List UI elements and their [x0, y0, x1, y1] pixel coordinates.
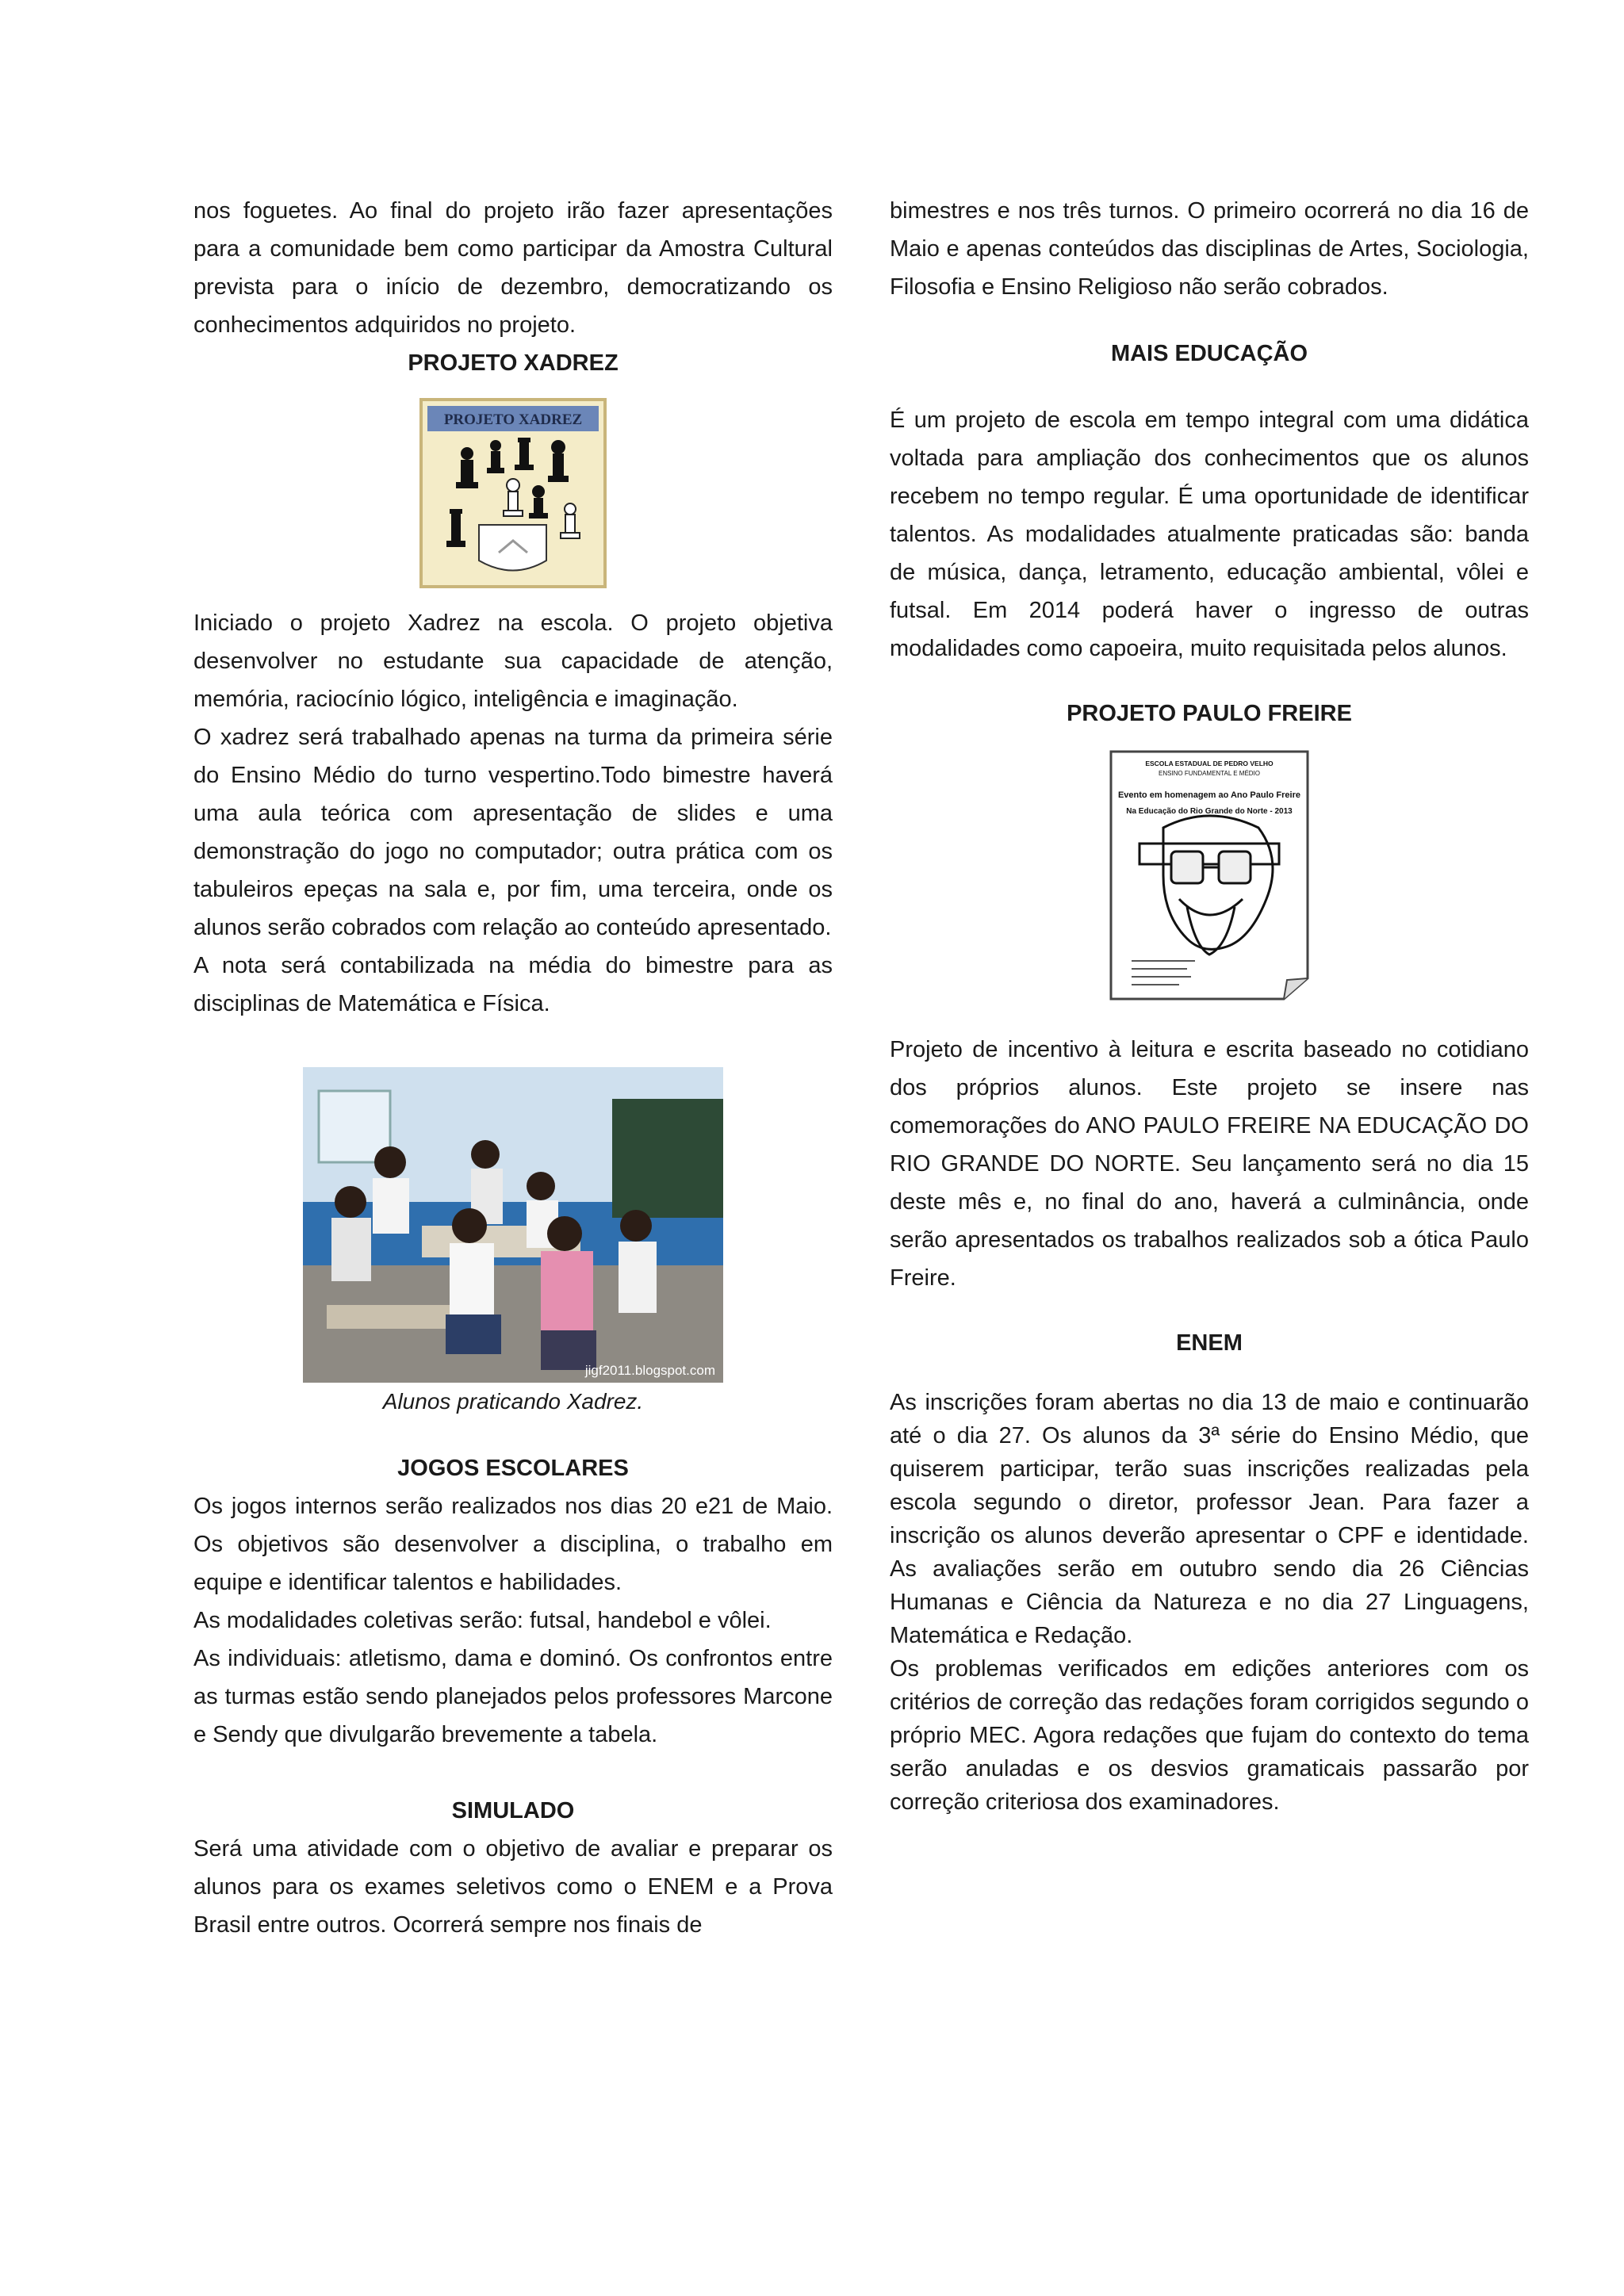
- paulo-freire-paragraph: Projeto de incentivo à leitura e escrita baseado no cotidiano dos próprios alunos. Este projeto se insere nas comemorações do ANO PAULO FREIRE NA EDUCAÇÃO DO RIO GRANDE DO NORTE. Seu lançamento será no dia 15 deste mês e, no final do ano, haverá a culminância, onde serão apresentados os trabalhos realizados sob a ótica Paulo Freire.: [890, 1037, 1529, 1291]
- poster-event-line: Evento em homenagem ao Ano Paulo Freire: [1117, 790, 1301, 800]
- section-title-enem: ENEM: [1176, 1330, 1243, 1356]
- poster-school-line: ESCOLA ESTADUAL DE PEDRO VELHO: [1145, 760, 1274, 767]
- xadrez-paragraph-1: Iniciado o projeto Xadrez na escola. O projeto objetiva desenvolver no estudante sua capacidade de atenção, memória, raciocínio lógico, inteligência e imaginação.: [193, 610, 833, 712]
- photo-watermark: jigf2011.blogspot.com: [584, 1363, 715, 1378]
- section-title-xadrez: PROJETO XADREZ: [408, 350, 619, 376]
- section-title-simulado: SIMULADO: [451, 1798, 575, 1823]
- students-chess-photo: [303, 1067, 723, 1383]
- paulo-freire-poster: [1108, 748, 1311, 1002]
- intro-paragraph-right: bimestres e nos três turnos. O primeiro ocorrerá no dia 16 de Maio e apenas conteúdos das disciplinas de Artes, Sociologia, Filosofia e Ensino Religioso não serão cobrados.: [890, 198, 1529, 300]
- enem-paragraph-2: Os problemas verificados em edições anteriores com os critérios de correção das redações foram corrigidos segundo o próprio MEC. Agora redações que fujam do contexto do tema serão anuladas e os desvios gramaticais passarão por correção criteriosa dos examinadores.: [890, 1656, 1529, 1815]
- jogos-paragraph-2: As modalidades coletivas serão: futsal, handebol e vôlei.: [193, 1608, 772, 1633]
- xadrez-paragraph-3: A nota será contabilizada na média do bimestre para as disciplinas de Matemática e Física.: [193, 953, 833, 1016]
- jogos-paragraph-1: Os jogos internos serão realizados nos dias 20 e21 de Maio. Os objetivos são desenvolver a disciplina, o trabalho em equipe e identificar talentos e habilidades.: [193, 1494, 833, 1595]
- section-title-paulo-freire: PROJETO PAULO FREIRE: [1067, 701, 1352, 726]
- students-chess-photo-drawing: [303, 1067, 723, 1383]
- chess-project-logo: [419, 398, 607, 588]
- section-title-jogos: JOGOS ESCOLARES: [397, 1456, 629, 1481]
- intro-paragraph-left: nos foguetes. Ao final do projeto irão fazer apresentações para a comunidade bem como participar da Amostra Cultural prevista para o início de dezembro, democratizando os conhecimentos adquiridos no projeto.: [193, 198, 833, 338]
- photo-caption: Alunos praticando Xadrez.: [382, 1389, 644, 1414]
- poster-year-line: Na Educação do Rio Grande do Norte - 2013: [1126, 807, 1293, 816]
- chess-logo-text: PROJETO XADREZ: [443, 411, 583, 428]
- right-column: [890, 192, 1529, 1819]
- xadrez-paragraph-2: O xadrez será trabalhado apenas na turma da primeira série do Ensino Médio do turno vespertino.Todo bimestre haverá uma aula teórica com apresentação de slides e uma demonstração do jogo no computador; outra prática com os tabuleiros epeças na sala e, por fim, uma terceira, onde os alunos serão cobrados com relação ao conteúdo apresentado.: [193, 725, 833, 940]
- mais-educacao-paragraph: É um projeto de escola em tempo integral com uma didática voltada para ampliação dos conhecimentos que os alunos recebem no tempo regular. É uma oportunidade de identificar talentos. As modalidades atualmente praticadas são: banda de música, dança, letramento, educação ambiental, vôlei e futsal. Em 2014 poderá haver o ingresso de outras modalidades como capoeira, muito requisitada pelos alunos.: [890, 408, 1529, 661]
- simulado-paragraph-1: Será uma atividade com o objetivo de avaliar e preparar os alunos para os exames seletivos como o ENEM e a Prova Brasil entre outros. Ocorrerá sempre nos finais de: [193, 1836, 833, 1938]
- jogos-paragraph-3: As individuais: atletismo, dama e dominó. Os confrontos entre as turmas estão sendo planejados pelos professores Marcone e Sendy que divulgarão brevemente a tabela.: [193, 1646, 833, 1747]
- enem-paragraph-1: As inscrições foram abertas no dia 13 de maio e continuarão até o dia 27. Os alunos da 3ª série do Ensino Médio, que quiserem participar, terão suas inscrições realizadas pela escola segundo o diretor, professor Jean. Para fazer a inscrição os alunos deverão apresentar o CPF e identidade. As avaliações serão em outubro sendo dia 26 Ciências Humanas e Ciência da Natureza e no dia 27 Linguagens, Matemática e Redação.: [890, 1390, 1529, 1648]
- section-title-mais-educacao: MAIS EDUCAÇÃO: [1110, 341, 1308, 366]
- left-column: [193, 192, 833, 1944]
- poster-level-line: ENSINO FUNDAMENTAL E MÉDIO: [1158, 770, 1261, 777]
